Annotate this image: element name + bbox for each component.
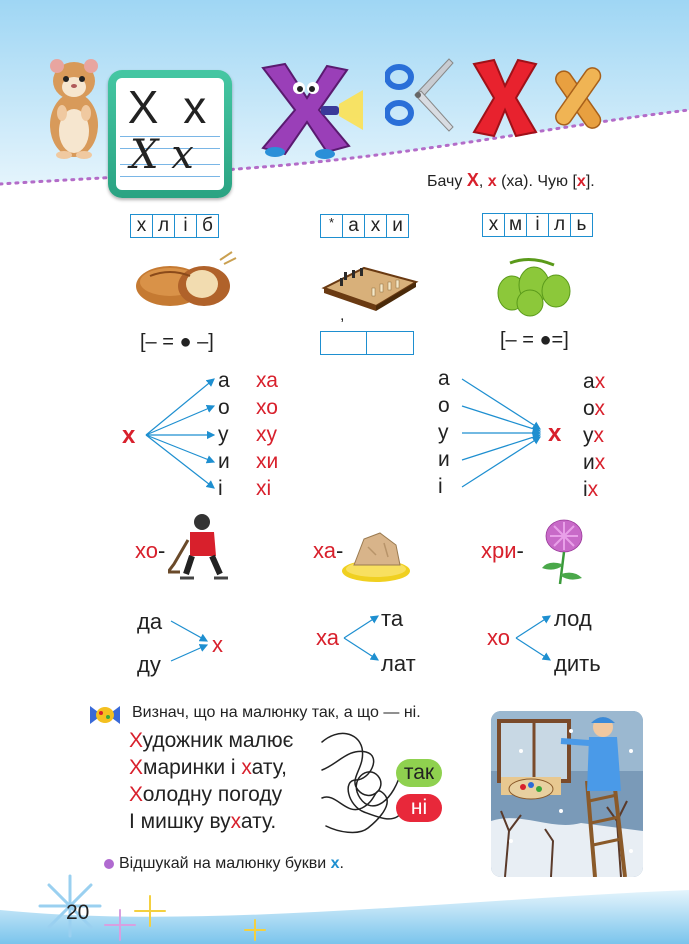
task-instruction: Визнач, що на малюнку так, а що — ні. <box>132 704 421 721</box>
build1-arrows <box>167 615 213 665</box>
word-box-khmil: х м і л ь <box>482 213 593 237</box>
build2-bottom: лат <box>381 651 416 676</box>
scissors-illustration <box>385 55 455 135</box>
fan-left-syllables: ха хо ху хи хі <box>256 369 279 500</box>
build3-bottom: дить <box>554 651 601 676</box>
letter-script: Х х <box>130 132 194 178</box>
build3-arrows <box>512 610 556 666</box>
tangled-lines <box>318 728 408 843</box>
no-label: ні <box>396 794 442 822</box>
sound-scheme-khlib: [– = ● –] <box>140 331 214 353</box>
build1-bottom: ду <box>137 652 161 677</box>
fan-left-consonant: х <box>122 422 136 449</box>
hamster-illustration <box>42 55 106 160</box>
syllable-scheme-boxes <box>320 331 414 355</box>
fan-right-arrows <box>458 365 546 505</box>
bullet-dot-icon <box>103 858 115 870</box>
yes-label: так <box>396 759 442 787</box>
find-letters-instruction: Відшукай на малюнку букви х. <box>119 855 344 872</box>
prompt-kho: хо- <box>135 538 166 563</box>
fan-right-vowels: а о у и і <box>438 367 450 498</box>
word-box-khlib: х л і б <box>130 214 219 238</box>
chrysanthemum-illustration <box>534 514 590 586</box>
hops-illustration <box>490 255 580 320</box>
red-x-letter-illustration <box>470 58 540 138</box>
prompt-khry: хри- <box>481 538 524 563</box>
build2-arrows <box>340 610 384 666</box>
page-number: 20 <box>66 901 90 924</box>
poem-line-2: Хмаринки і хату, <box>129 756 287 779</box>
candy-icon <box>88 700 122 730</box>
bread-x-letter-illustration <box>550 58 605 138</box>
build2-start: ха <box>316 625 339 650</box>
bread-illustration <box>132 250 237 312</box>
sound-scheme-khmil: [– = ●=] <box>500 329 569 351</box>
letter-print: Х х <box>127 81 213 133</box>
prompt-kha: ха- <box>313 538 344 563</box>
hockey-player-illustration <box>168 512 230 584</box>
fan-left-arrows <box>140 365 220 505</box>
build1-top: да <box>137 609 163 634</box>
letter-character-illustration <box>255 60 370 160</box>
fan-right-syllables: ах ох ух их іх <box>583 370 606 501</box>
poem-line-3: Холодну погоду <box>129 783 283 806</box>
winter-painter-illustration <box>491 711 643 877</box>
build3-top: лод <box>554 606 592 631</box>
letter-caption: Бачу Х, х (ха). Чую [х]. <box>427 170 595 190</box>
poem-line-4: І мишку вухату. <box>129 810 277 833</box>
poem-line-1: Художник малює <box>129 729 294 752</box>
build1-end: х <box>212 632 223 657</box>
bottom-decoration <box>0 870 689 944</box>
build3-start: хо <box>487 625 510 650</box>
build2-top: та <box>381 606 404 631</box>
fan-right-consonant: х <box>548 420 562 447</box>
chessboard-illustration <box>320 258 420 313</box>
letter-card <box>108 70 232 198</box>
fan-left-vowels: а о у и і <box>218 369 230 500</box>
halva-illustration <box>340 525 412 585</box>
poem <box>129 727 293 835</box>
word-box-shakhy: * а х и <box>320 214 409 238</box>
stress-mark: , <box>340 307 345 324</box>
